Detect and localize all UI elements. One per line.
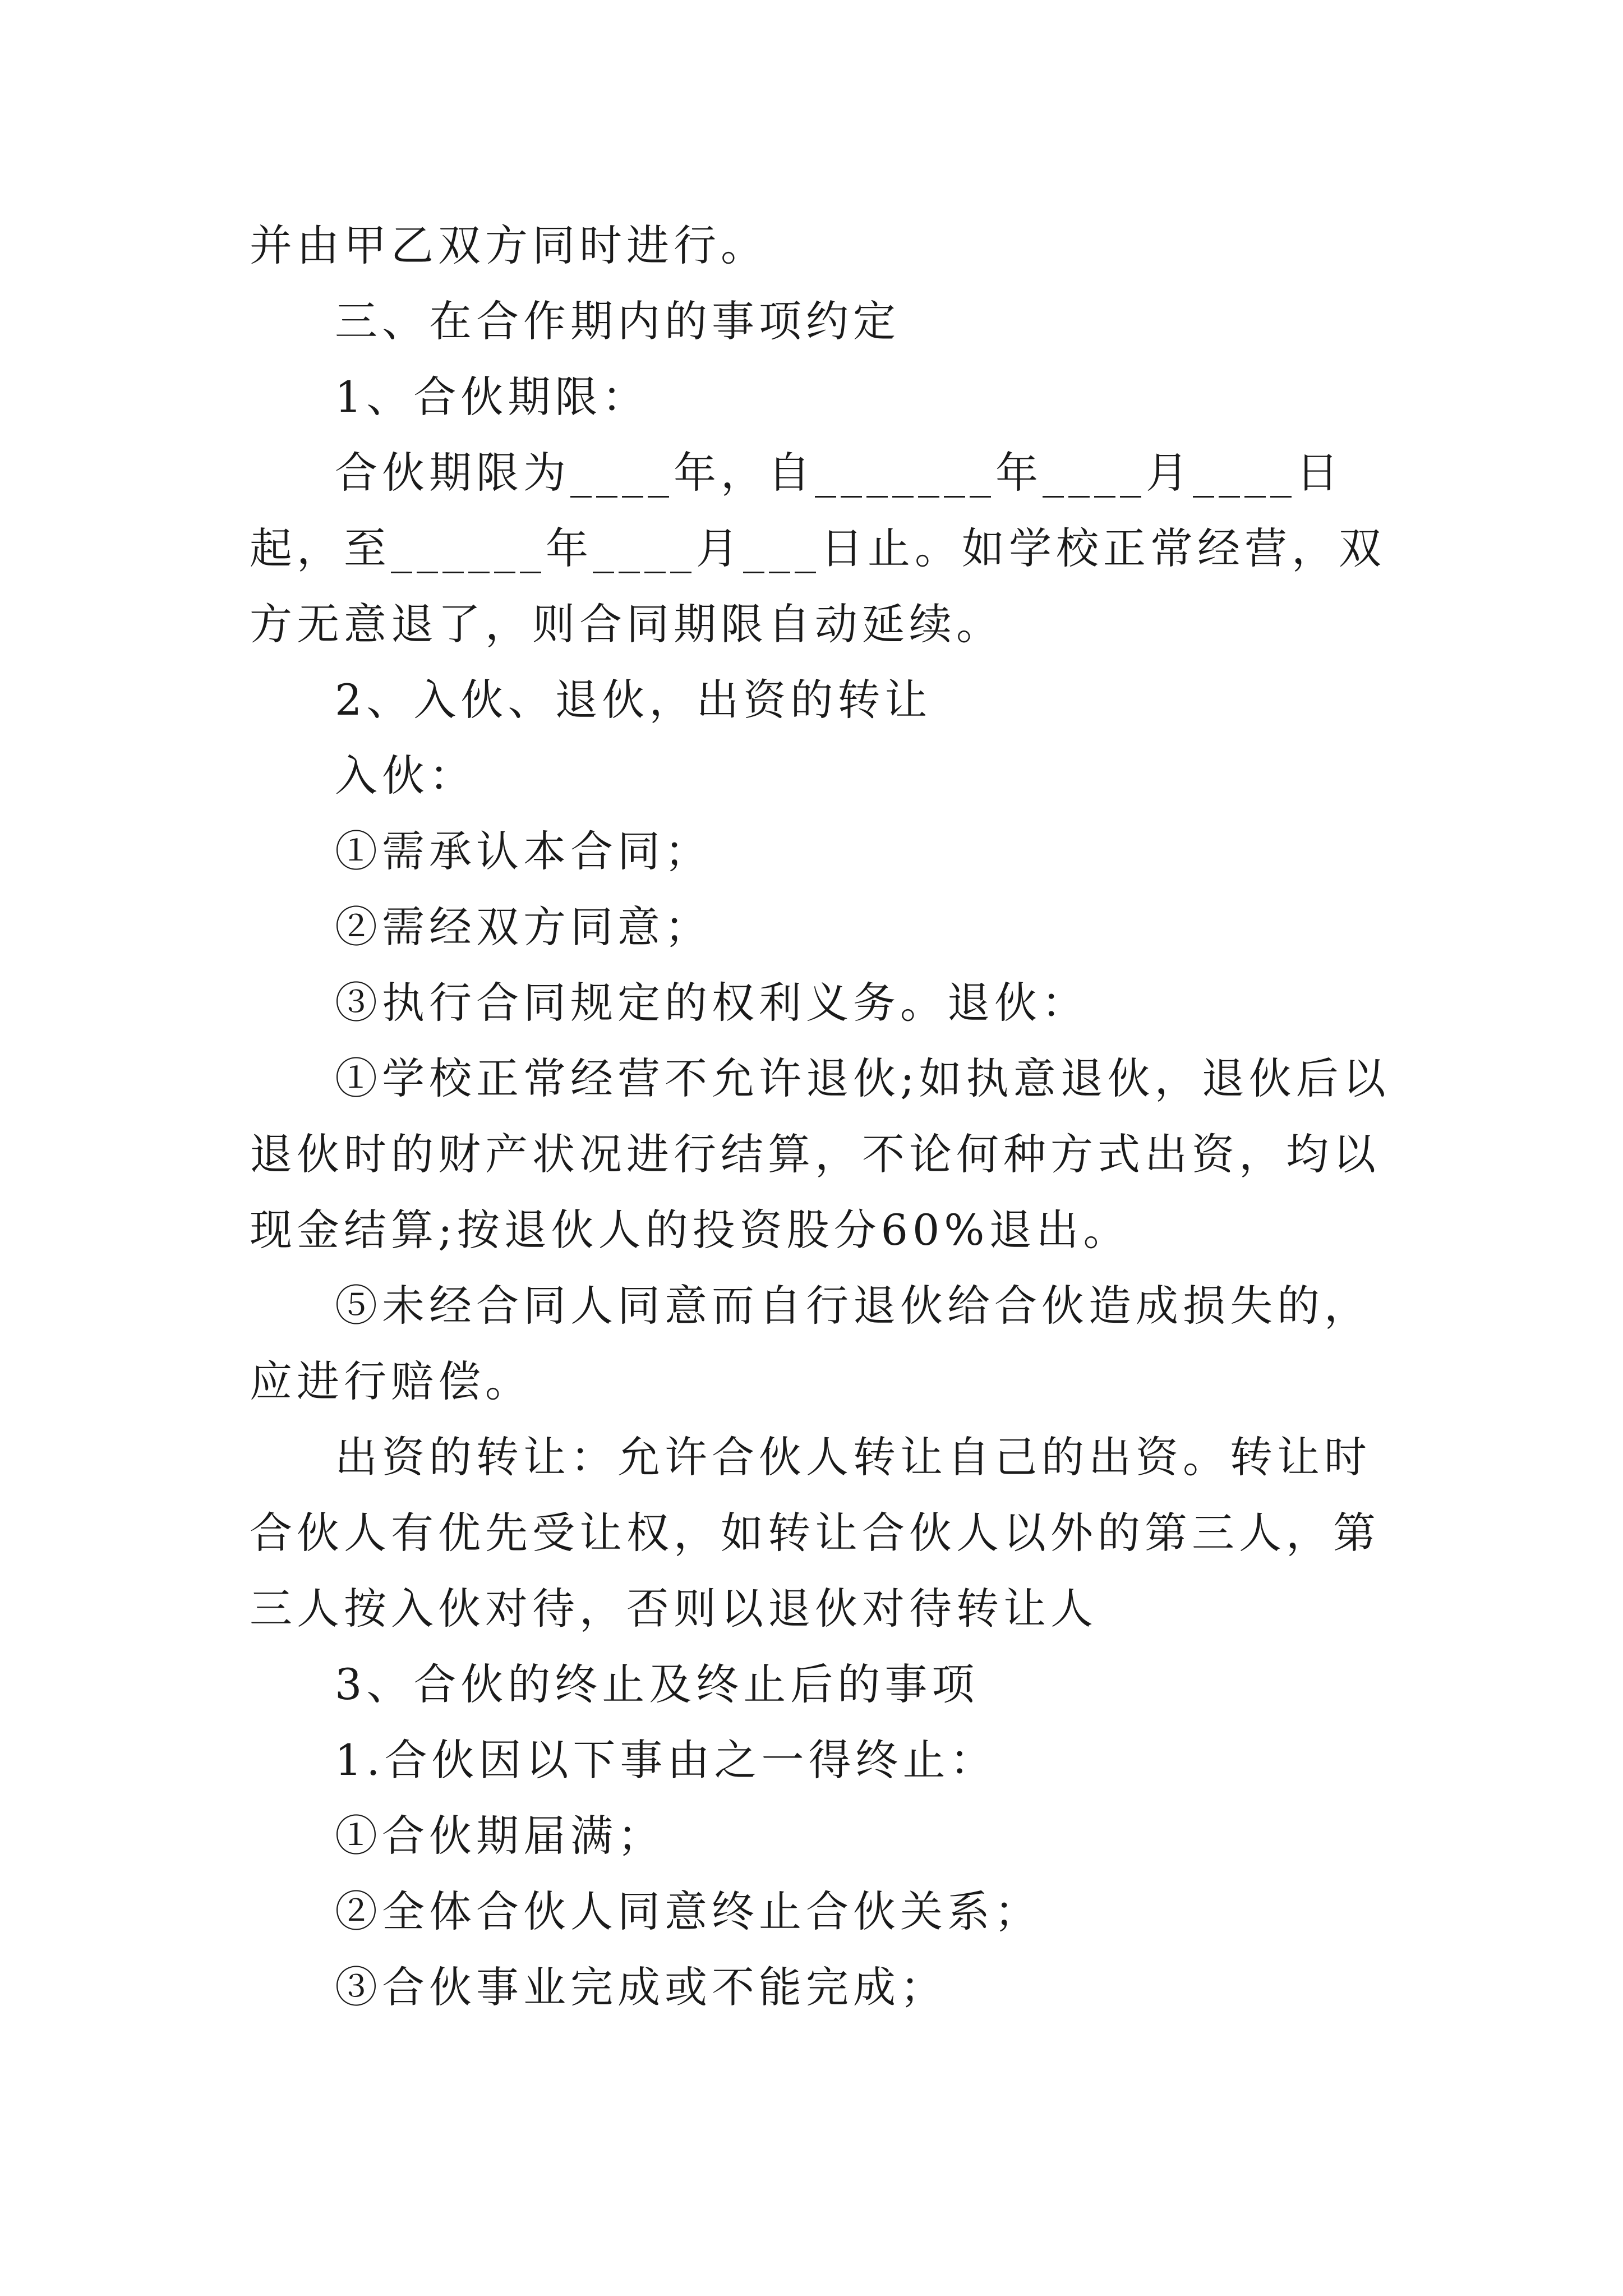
document-body (250, 208, 1405, 2025)
subheading-termination: 3、合伙的终止及终止后的事项 (335, 1659, 979, 1709)
paragraph-1: 并由甲乙双方同时进行。 (250, 220, 768, 270)
list-item-join-2: ②需经双方同意； (335, 902, 712, 952)
paragraph-term-detail: 合伙期限为____年，自_______年____月____日起，至______年____月___日止。如学校正常经营，双方无意退了，则合同期限自动延续。 (250, 448, 1386, 649)
subheading-join-exit: 2、入伙、退伙，出资的转让 (335, 675, 932, 725)
list-item-exit-5: ⑤未经合同人同意而自行退伙给合伙造成损失的，应进行赔偿。 (250, 1281, 1371, 1406)
list-item-exit-1: ①学校正常经营不允许退伙;如执意退伙，退伙后以退伙时的财产状况进行结算，不论何种方式出资，均以现金结算;按退伙人的投资股分60%退出。 (250, 1053, 1390, 1255)
list-item-join-3: ③执行合同规定的权利义务。退伙： (335, 978, 1089, 1028)
subheading-term: 1、合伙期限： (335, 372, 649, 422)
list-item-join-1: ①需承认本合同； (335, 826, 712, 876)
list-item-termination-2: ②全体合伙人同意终止合伙关系； (335, 1887, 1041, 1936)
section-heading-3: 三、在合作期内的事项约定 (335, 296, 900, 346)
list-item-termination-3: ③合伙事业完成或不能完成； (335, 1962, 947, 2012)
list-item-termination-1: ①合伙期届满； (335, 1811, 665, 1861)
paragraph-termination-causes: 1.合伙因以下事由之一得终止： (335, 1735, 997, 1785)
paragraph-transfer: 出资的转让：允许合伙人转让自己的出资。转让时合伙人有优先受让权，如转让合伙人以外的第三人，第三人按入伙对待，否则以退伙对待转让人 (250, 1432, 1380, 1634)
label-join: 入伙： (335, 751, 476, 800)
